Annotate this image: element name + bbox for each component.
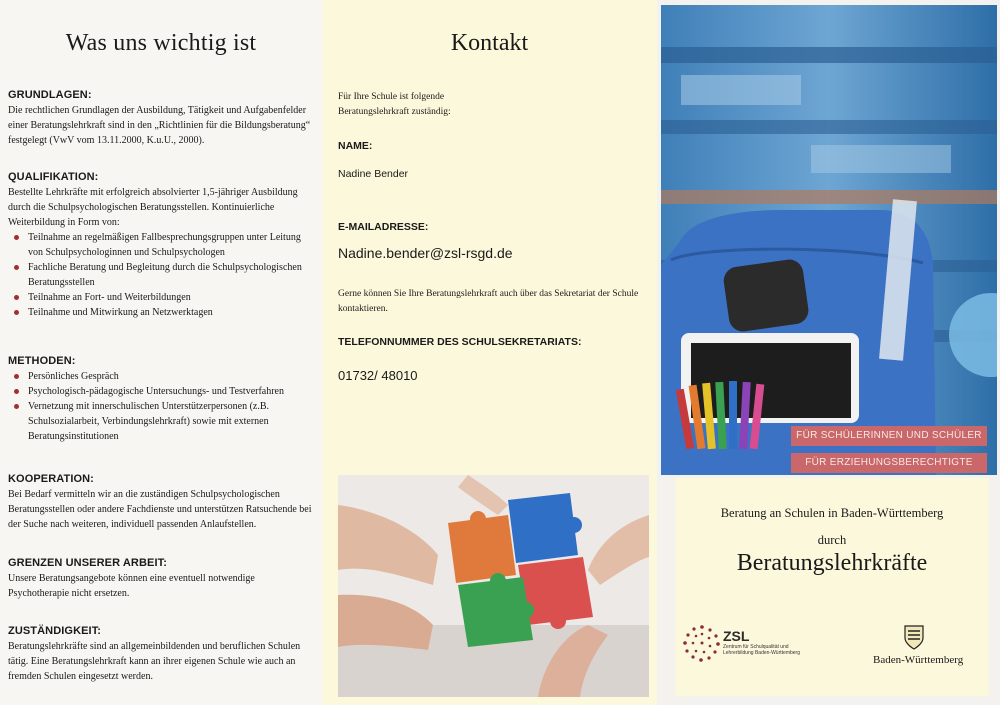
qualifikation-list [8,230,313,320]
bullet-icon [14,389,19,394]
left-title: Was uns wichtig ist [65,30,257,56]
zsl-wordmark: ZSL [723,628,750,644]
list-item: Psychologisch-pädagogische Untersuchungs- und Testverfahren [8,384,313,399]
section-grundlagen [8,89,313,148]
name-label: NAME: [338,140,373,152]
section-grenzen [8,557,313,601]
grundlagen-heading: GRUNDLAGEN: [8,89,92,101]
bullet-icon [14,235,19,240]
cover-photo [661,5,997,475]
bullet-icon [14,310,19,315]
section-kooperation [8,473,313,532]
list-item: Teilnahme und Mitwirkung an Netzwerktagen [8,305,313,320]
coat-of-arms-icon [903,624,925,650]
zustaendigkeit-heading: ZUSTÄNDIGKEIT: [8,625,102,637]
methoden-heading: METHODEN: [8,355,76,367]
qualifikation-heading: QUALIFIKATION: [8,171,99,183]
bullet-icon [14,295,19,300]
cover-panel [657,0,1000,705]
band-eltern: FÜR ERZIEHUNGSBERECHTIGTE [791,453,987,473]
title-box [675,478,989,696]
bullet-icon [14,404,19,409]
bw-wordmark: Baden-Württemberg [873,654,964,666]
phone-value: 01732/ 48010 [338,368,418,383]
zustaendigkeit-text: Beratungslehrkräfte sind an allgemeinbildenden und beruflichen Schulen tätig. Eine Beratungslehrkraft kann an ihrer eigenen Schule wie auch an fremden Schulen eingesetzt werden. [8,641,301,682]
kooperation-heading: KOOPERATION: [8,473,94,485]
grenzen-heading: GRENZEN UNSERER ARBEIT: [8,557,167,569]
email-label: E-MAILADRESSE: [338,221,429,233]
section-qualifikation [8,171,313,320]
contact-title: Kontakt [450,30,529,56]
band-schueler: FÜR SCHÜLERINNEN UND SCHÜLER [791,426,987,446]
phone-label: TELEFONNUMMER DES SCHULSEKRETARIATS: [338,336,582,348]
zsl-logo-icon [683,624,721,662]
list-item: Vernetzung mit innerschulischen Unterstützerpersonen (z.B. Schulsozialarbeit, Verbindungslehrkraft) sowie mit externen Beratungsinstitutionen [8,399,313,444]
list-item: Teilnahme an Fort- und Weiterbildungen [8,290,313,305]
bullet-icon [14,265,19,270]
puzzle-illustration [338,475,649,697]
grundlagen-text: Die rechtlichen Grundlagen der Ausbildung, Tätigkeit und Aufgabenfelder einer Beratungslehrkraft sind in den „Richtlinien für die Bildungsberatung“ festgelegt (VwV vom 13.11.2000, K.u.U., 2000). [8,105,311,146]
qualifikation-text: Bestellte Lehrkräfte mit erfolgreich absolvierter 1,5-jähriger Ausbildung durch die Schulpsychologischen Beratungsstellen. Kontinuierliche Weiterbildung in Form von: [8,187,298,228]
contact-panel [322,0,657,705]
name-value: Nadine Bender [338,168,409,180]
backpack-illustration [661,5,997,475]
bullet-icon [14,374,19,379]
cover-title-line3: Beratungslehrkräfte [736,550,928,576]
zsl-subtitle: Zentrum für Schulqualität und Lehrerbildung Baden-Württemberg [723,644,800,656]
kooperation-text: Bei Bedarf vermitteln wir an die zuständigen Schulpsychologischen Beratungsstellen oder andere Fachdienste und unterstützen Ratsuchende bei der Suche nach weiteren, individuell passenden Anlaufstellen. [8,489,312,530]
cover-title-line1: Beratung an Schulen in Baden-Württemberg [720,506,944,520]
grenzen-text: Unsere Beratungsangebote können eine eventuell notwendige Psychotherapie nicht ersetzen. [8,573,255,599]
cover-title-line2: durch [817,533,847,547]
email-value: Nadine.bender@zsl-rsgd.de [338,245,513,261]
puzzle-photo [338,475,649,697]
section-zustaendigkeit [8,625,313,684]
list-item: Teilnahme an regelmäßigen Fallbesprechungsgruppen unter Leitung von Schulpsychologinnen und Schulpsychologen [8,230,313,260]
left-panel [0,0,322,705]
sekretariat-text: Gerne können Sie Ihre Beratungslehrkraft auch über das Sekretariat der Schule kontaktieren. [338,289,639,314]
list-item: Fachliche Beratung und Begleitung durch die Schulpsychologischen Beratungsstellen [8,260,313,290]
list-item: Persönliches Gespräch [8,369,313,384]
methoden-list [8,369,313,444]
section-methoden [8,355,313,444]
contact-intro: Für Ihre Schule ist folgende Beratungslehrkraft zuständig: [338,92,451,117]
